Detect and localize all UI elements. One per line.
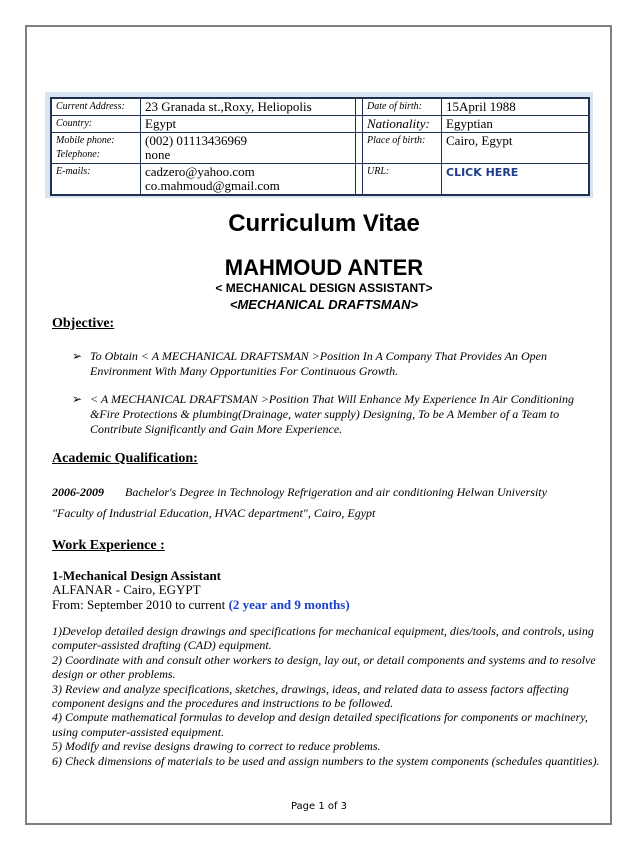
degree-name: Bachelor's Degree in Technology Refrigeration and air conditioning Helwan University [125,485,547,499]
email-values [141,164,356,196]
address-label: Current Address: [51,98,141,116]
work-heading: Work Experience : [52,538,165,553]
objective-text: < A MECHANICAL DRAFTSMAN >Position That Will Enhance My Experience In Air Conditioning &Fire Protections & plumbing(Drainage, water supply) Designing, To be A Member of a Team to Contribute Significantly and Gain More Experience. [90,392,574,436]
employment-period [52,597,350,613]
url-link[interactable]: CLICK HERE [446,166,519,179]
telephone-label: Telephone: [56,149,101,160]
email-label: E-mails: [51,164,141,196]
mobile-label: Mobile phone: [56,135,115,146]
objective-item [72,392,592,437]
email-secondary[interactable]: co.mahmoud@gmail.com [145,178,280,193]
duty-item: 1)Develop detailed design drawings and specifications for mechanical equipment, dies/tools, and controls, using computer-assisted drafting (CAD) equipment. [52,624,594,653]
duty-item: 4) Compute mathematical formulas to develop and design detailed specifications for components or machinery, using computer-assisted equipment. [52,710,588,739]
address-value: 23 Granada st.,Roxy, Heliopolis [141,98,356,116]
faculty-line: "Faculty of Industrial Education, HVAC department", Cairo, Egypt [52,506,376,520]
telephone-value: none [145,147,171,162]
candidate-name: MAHMOUD ANTER [224,255,424,280]
nationality-label: Nationality: [363,116,442,133]
duties-list [52,624,602,768]
academic-heading: Academic Qualification: [52,451,198,466]
degree-years: 2006-2009 [52,485,104,499]
contact-table [50,97,590,196]
objective-text: To Obtain < A MECHANICAL DRAFTSMAN >Position In A Company That Provides An Open Environment With Many Opportunities For Continuous Growth. [90,349,547,378]
period-from: From: September 2010 to current [52,597,229,612]
period-duration: (2 year and 9 months) [228,597,350,612]
arrow-bullet-icon: ➢ [72,392,83,406]
objective-item [72,349,592,379]
degree-line [52,485,547,500]
nationality-value: Egyptian [442,116,590,133]
dob-value: 15April 1988 [442,98,590,116]
job-title-secondary: <MECHANICAL DRAFTSMAN> [229,297,419,312]
url-label: URL: [363,164,442,196]
pob-value: Cairo, Egypt [442,133,590,164]
country-label: Country: [51,116,141,133]
page-number: Page 1 of 3 [290,801,348,812]
duty-item: 3) Review and analyze specifications, sketches, drawings, ideas, and related data to assess factors affecting component designs and the procedures and instructions to be followed. [52,681,569,711]
phone-labels [51,133,141,164]
company: ALFANAR - Cairo, EGYPT [52,582,201,597]
pob-label: Place of birth: [363,133,442,164]
country-value: Egypt [141,116,356,133]
duty-item: 6) Check dimensions of materials to be used and assign numbers to the system components (schedules quantities). [52,753,600,768]
duty-item: 2) Coordinate with and consult other workers to design, lay out, or detail components and systems and to resolve design or other problems. [52,652,596,682]
job-title: 1-Mechanical Design Assistant [52,568,221,583]
job-title-primary: < MECHANICAL DESIGN ASSISTANT> [215,281,433,295]
dob-label: Date of birth: [363,98,442,116]
objective-heading: Objective: [52,316,115,331]
email-primary[interactable]: cadzero@yahoo.com [145,164,255,179]
arrow-bullet-icon: ➢ [72,349,83,363]
cv-title: Curriculum Vitae [228,210,420,237]
phone-values [141,133,356,164]
mobile-value: (002) 01113436969 [145,133,247,148]
duty-item: 5) Modify and revise designs drawing to correct to reduce problems. [52,739,381,754]
